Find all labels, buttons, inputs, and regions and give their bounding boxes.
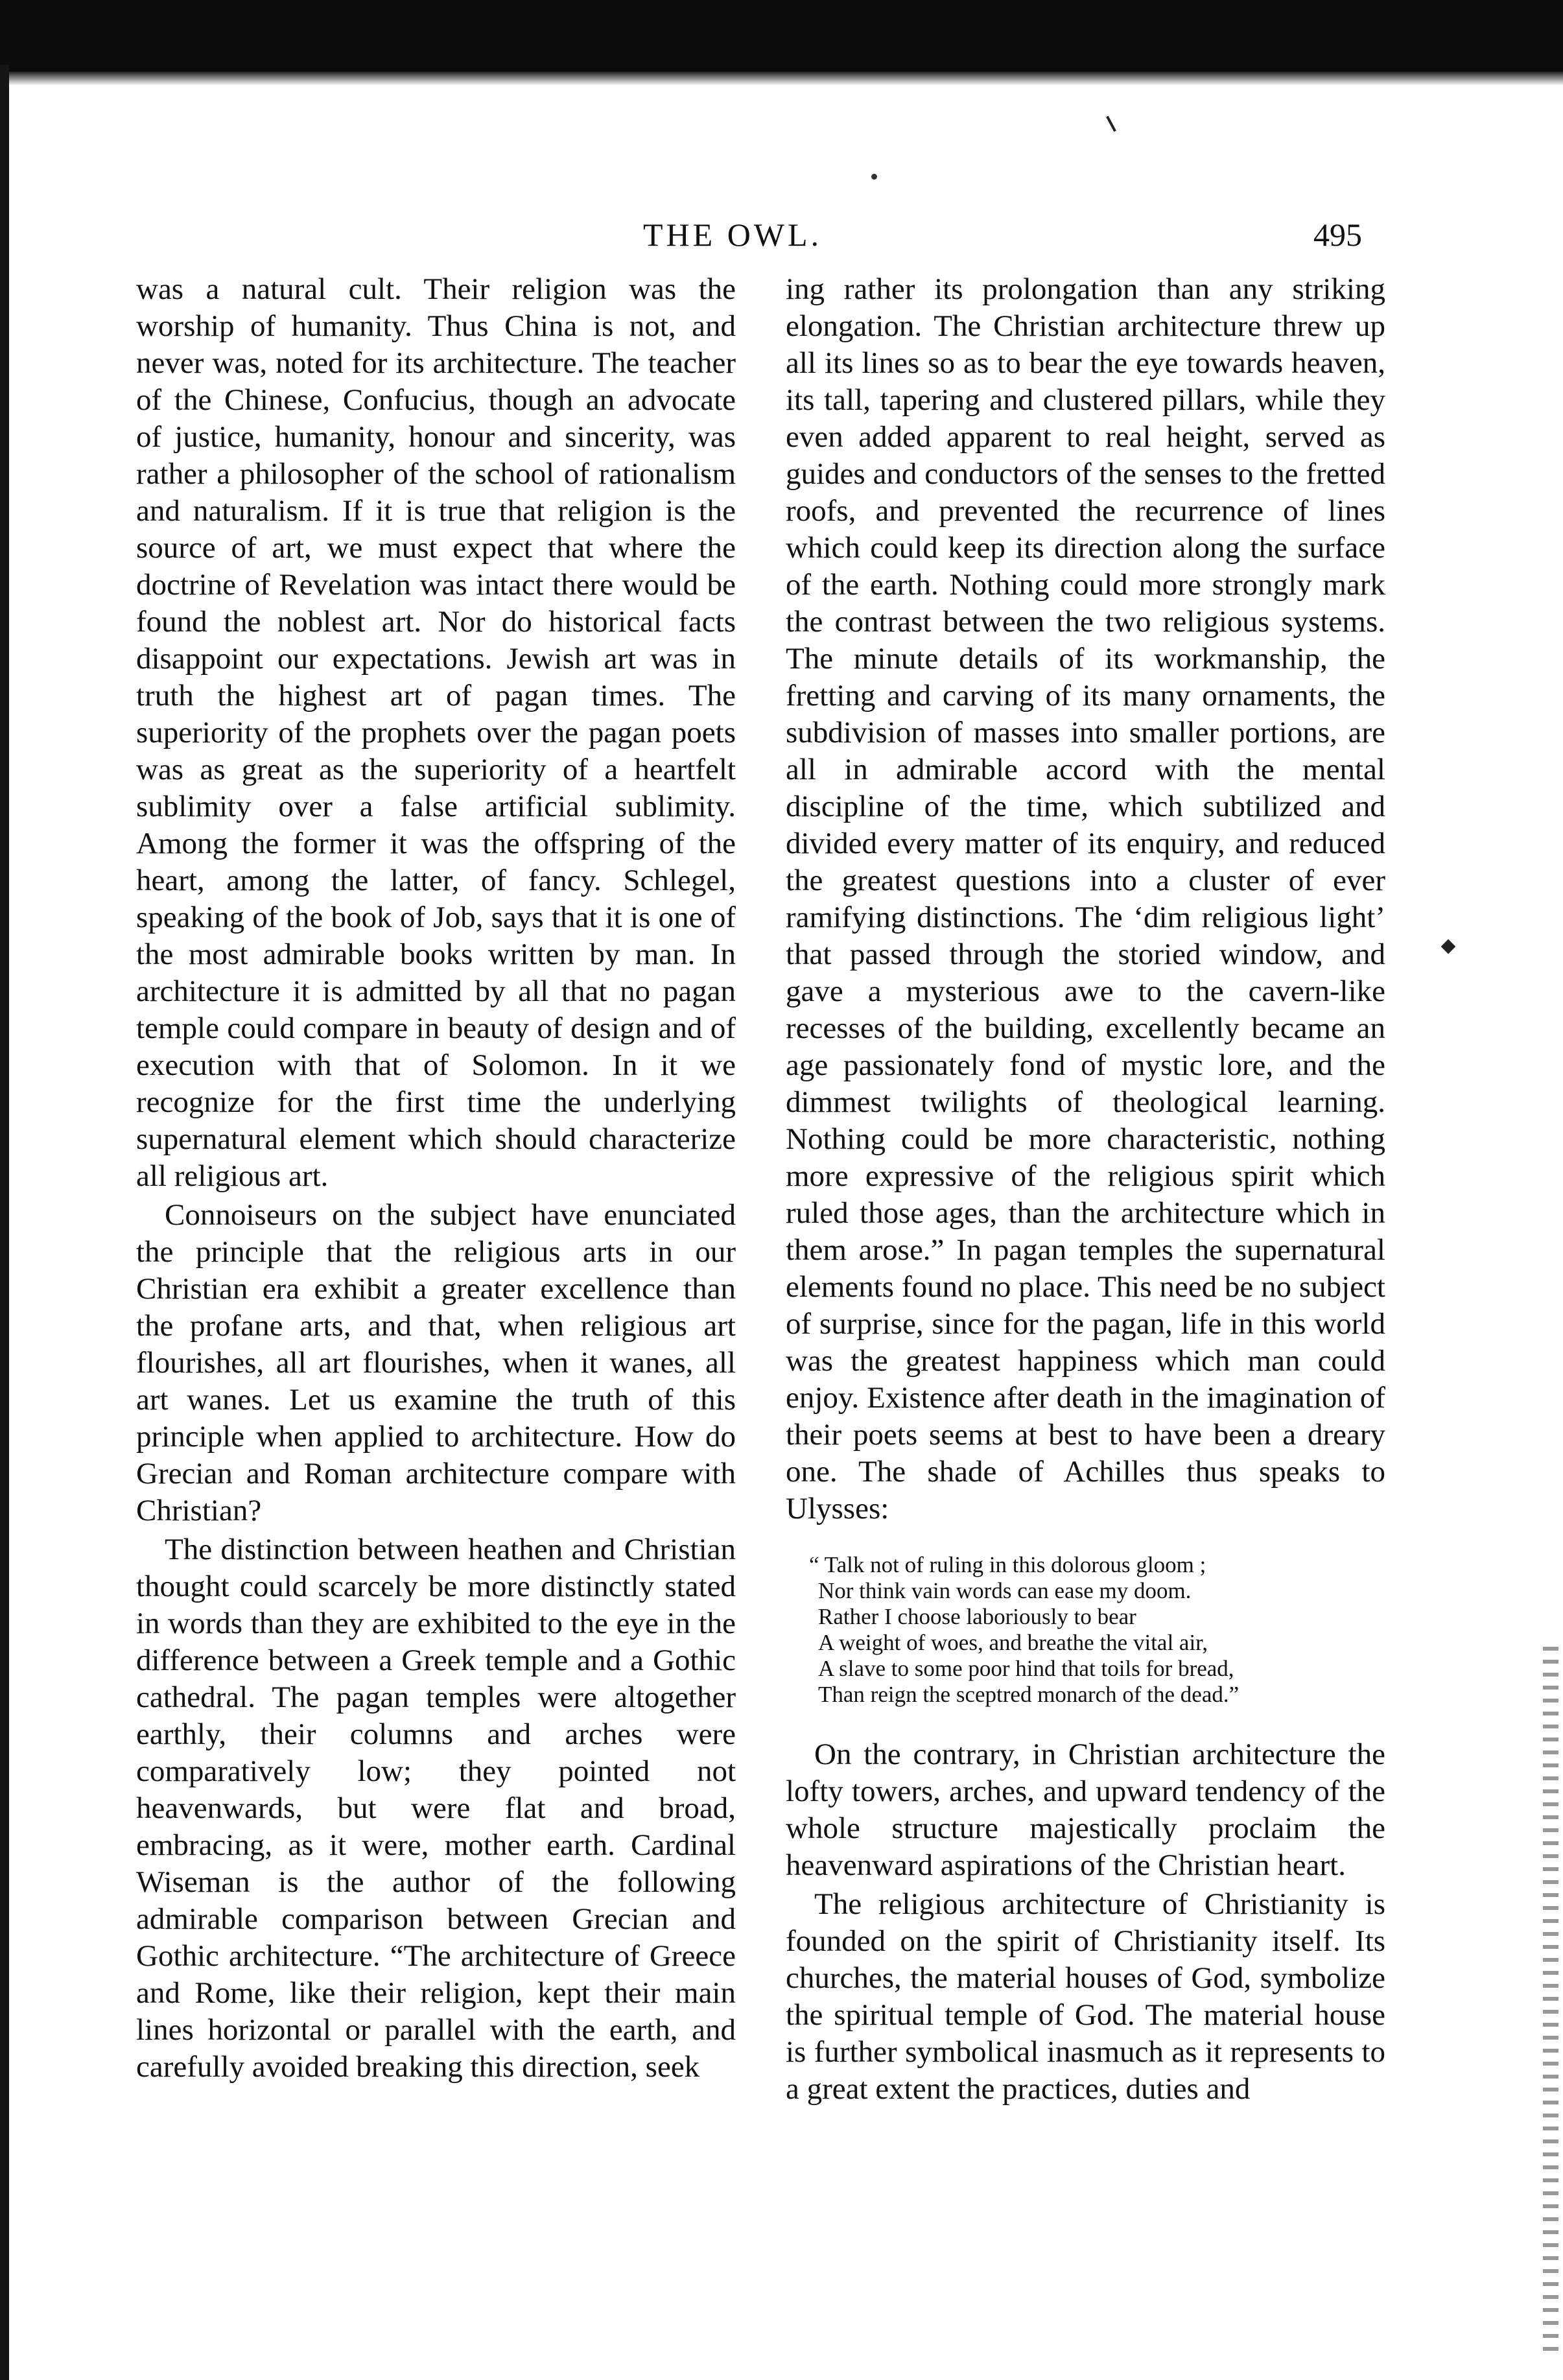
verse-quotation bbox=[786, 1552, 1385, 1708]
paragraph: ing rather its prolongation than any striking elongation. The Christian architecture threw up all its lines so as to bear the eye towards heaven, its tall, tapering and clustered pillars, while they even added apparent to real height, served as guides and conductors of the senses to the fretted roofs, and prevented the recurrence of lines which could keep its direction along the surface of the earth. Nothing could more strongly mark the contrast between the two religious systems. The minute details of its workmanship, the fretting and carving of its many ornaments, the subdivision of masses into smaller portions, are all in admirable accord with the mental discipline of the time, which subtilized and divided every matter of its enquiry, and reduced the greatest questions into a cluster of ever ramifying distinctions. The ‘dim religious light’ that passed through the storied window, and gave a mysterious awe to the cavern-like recesses of the building, excellently became an age passionately fond of mystic lore, and the dimmest twilights of theological learning. Nothing could be more characteristic, nothing more expressive of the religious spirit which ruled those ages, than the architecture which in them arose.” In pagan temples the supernatural elements found no place. This need be no subject of surprise, since for the pagan, life in this world was the greatest happiness which man could enjoy. Existence after death in the imagination of their poets seems at best to have been a dreary one. The shade of Achilles thus speaks to Ulysses: bbox=[786, 272, 1385, 1526]
paragraph: was a natural cult. Their religion was the worship of humanity. Thus China is not, and never was, noted for its architecture. The teacher of the Chinese, Confucius, though an advocate of justice, humanity, honour and sincerity, was rather a philosopher of the school of rationalism and naturalism. If it is true that religion is the source of art, we must expect that where the doctrine of Revelation was intact there would be found the noblest art. Nor do historical facts disappoint our expectations. Jewish art was in truth the highest art of pagan times. The superiority of the prophets over the pagan poets was as great as the superiority of a heartfelt sublimity over a false artificial sublimity. Among the former it was the offspring of the heart, among the latter, of fancy. Schlegel, speaking of the book of Job, says that it is one of the most admirable books written by man. In architecture it is admitted by all that no pagan temple could compare in beauty of design and of execution with that of Solomon. In it we recognize for the first time the underlying supernatural element which should characterize all religious art. bbox=[136, 272, 736, 1193]
paragraph: On the contrary, in Christian architecture the lofty towers, arches, and upward tendency of the whole structure majestically proclaim the heavenward aspirations of the Christian heart. bbox=[786, 1738, 1385, 1882]
scan-top-border bbox=[0, 0, 1563, 71]
verse-line: Rather I choose laboriously to bear bbox=[818, 1604, 1136, 1629]
scan-mark bbox=[1106, 116, 1116, 132]
scan-left-border bbox=[0, 65, 9, 2380]
verse-line: Nor think vain words can ease my doom. bbox=[818, 1578, 1192, 1603]
page-header bbox=[0, 216, 1563, 261]
verse-line: “ Talk not of ruling in this dolorous gloom ; bbox=[809, 1552, 1206, 1577]
verse-line: A weight of woes, and breathe the vital air, bbox=[818, 1630, 1208, 1655]
right-column bbox=[786, 271, 1385, 2108]
scan-speck bbox=[871, 174, 877, 180]
scan-mark bbox=[1441, 939, 1456, 954]
scan-top-shadow bbox=[0, 71, 1563, 86]
scan-binding-edge bbox=[1543, 1647, 1558, 2360]
verse-line: Than reign the sceptred monarch of the dead.” bbox=[818, 1682, 1240, 1707]
paragraph: Connoiseurs on the subject have enunciated the principle that the religious arts in our Christian era exhibit a greater excellence than the profane arts, and that, when religious art flourishes, all art flourishes, when it wanes, all art wanes. Let us examine the truth of this principle when applied to architecture. How do Grecian and Roman architecture compare with Christian? bbox=[136, 1198, 736, 1527]
left-column bbox=[136, 271, 736, 2086]
page-number: 495 bbox=[1313, 217, 1362, 253]
verse-line: A slave to some poor hind that toils for bread, bbox=[818, 1656, 1234, 1681]
running-title: THE OWL. bbox=[643, 217, 823, 253]
paragraph: The distinction between heathen and Christian thought could scarcely be more distinctly stated in words than they are exhibited to the eye in the difference between a Greek temple and a Gothic cathedral. The pagan temples were altogether earthly, their columns and arches were comparatively low; they pointed not heavenwards, but were flat and broad, embracing, as it were, mother earth. Cardinal Wiseman is the author of the following admirable comparison between Grecian and Gothic architecture. “The architecture of Greece and Rome, like their religion, kept their main lines horizontal or parallel with the earth, and carefully avoided breaking this direction, seek bbox=[136, 1533, 736, 2084]
paragraph: The religious architecture of Christianity is founded on the spirit of Christianity itself. Its churches, the material houses of God, symbolize the spiritual temple of God. The material house is further symbolical inasmuch as it represents to a great extent the practices, duties and bbox=[786, 1887, 1385, 2106]
